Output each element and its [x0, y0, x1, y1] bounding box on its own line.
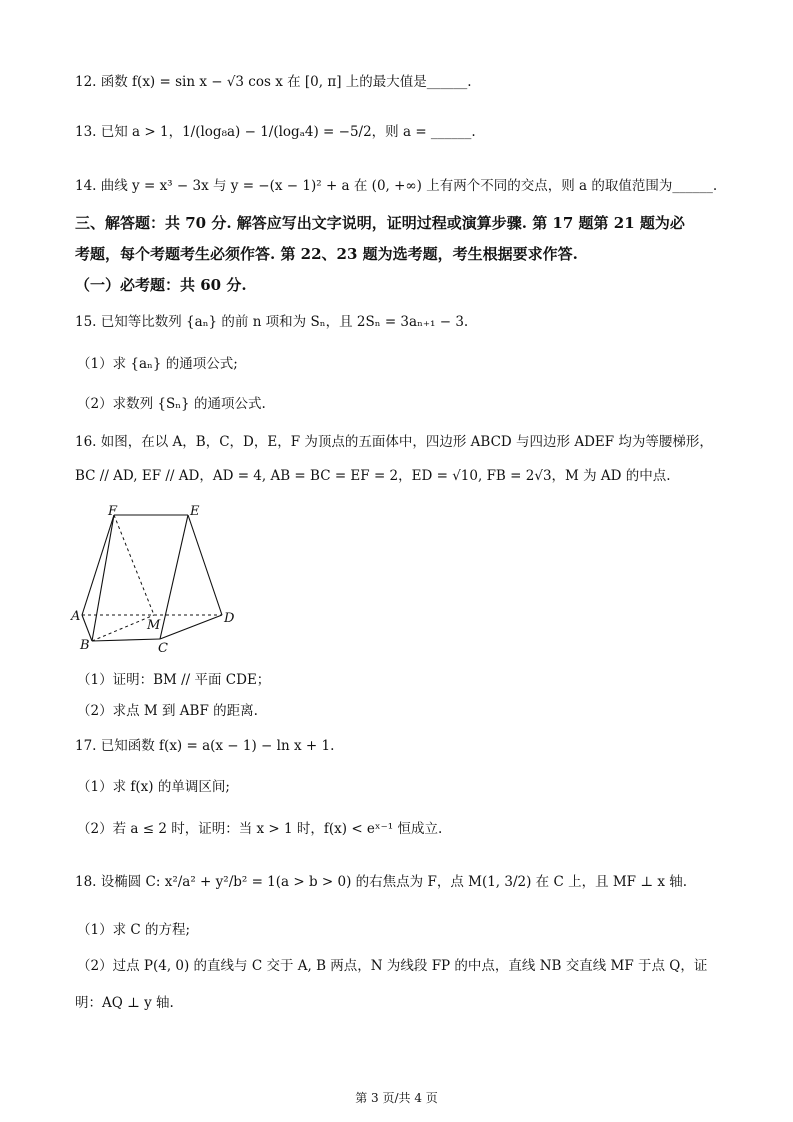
edge-CD — [160, 615, 222, 639]
question-15-part-1: （1）求 {aₙ} 的通项公式; — [77, 356, 238, 372]
label-D: D — [224, 611, 235, 626]
edge-FA — [82, 515, 114, 615]
question-13: 13. 已知 a > 1，1/(log₈a) − 1/(logₐ4) = −5/2，则 a = ______. — [75, 124, 476, 140]
edge-EC — [160, 515, 188, 639]
question-17: 17. 已知函数 f(x) = a(x − 1) − ln x + 1. — [75, 738, 335, 754]
question-18: 18. 设椭圆 C: x²/a² + y²/b² = 1(a > b > 0) 的右焦点为 F，点 M(1, 3/2) 在 C 上，且 MF ⊥ x 轴. — [75, 874, 688, 890]
hidden-edge-BM — [92, 615, 154, 641]
question-18-part-2-line-1: （2）过点 P(4, 0) 的直线与 C 交于 A, B 两点，N 为线段 FP 的中点，直线 NB 交直线 MF 于点 Q，证 — [77, 958, 708, 974]
edge-ED — [188, 515, 222, 615]
label-B: B — [80, 638, 90, 653]
question-16-part-1: （1）证明：BM // 平面 CDE； — [77, 672, 271, 688]
label-M: M — [147, 618, 161, 633]
section-heading-line-2: 考题，每个考题考生必须作答. 第 22、23 题为选考题，考生根据要求作答. — [75, 245, 578, 263]
question-12: 12. 函数 f(x) = sin x − √3 cos x 在 [0, π] 上的最大值是______. — [75, 74, 472, 90]
edge-FB — [92, 515, 114, 641]
question-16-part-2: （2）求点 M 到 ABF 的距离. — [77, 703, 258, 719]
label-F: F — [108, 504, 118, 519]
question-15-part-2: （2）求数列 {Sₙ} 的通项公式. — [77, 396, 266, 412]
edge-BC — [92, 639, 160, 641]
question-17-part-2: （2）若 a ≤ 2 时，证明：当 x > 1 时，f(x) < eˣ⁻¹ 恒成立. — [77, 821, 443, 837]
question-16-line-2: BC // AD, EF // AD，AD = 4, AB = BC = EF = 2，ED = √10, FB = 2√3，M 为 AD 的中点. — [75, 468, 671, 484]
label-E: E — [190, 504, 200, 519]
label-A: A — [71, 609, 81, 624]
question-17-part-1: （1）求 f(x) 的单调区间; — [77, 779, 230, 795]
question-18-part-1: （1）求 C 的方程; — [77, 922, 191, 938]
page-footer: 第 3 页/共 4 页 — [355, 1091, 438, 1105]
question-18-part-2-line-2: 明：AQ ⊥ y 轴. — [75, 995, 174, 1011]
section-heading-line-1: 三、解答题：共 70 分. 解答应写出文字说明，证明过程或演算步骤. 第 17 题第 21 题为必 — [75, 214, 685, 232]
question-15: 15. 已知等比数列 {aₙ} 的前 n 项和为 Sₙ，且 2Sₙ = 3aₙ₊₁ − 3. — [75, 314, 469, 330]
subsection-heading: （一）必考题：共 60 分. — [75, 276, 247, 294]
question-14: 14. 曲线 y = x³ − 3x 与 y = −(x − 1)² + a 在 (0, +∞) 上有两个不同的交点，则 a 的取值范围为______. — [75, 178, 718, 194]
hidden-edge-FM — [114, 515, 154, 615]
label-C: C — [158, 641, 168, 653]
question-16-line-1: 16. 如图，在以 A，B，C，D，E，F 为顶点的五面体中，四边形 ABCD 与四边形 ADEF 均为等腰梯形， — [75, 434, 713, 450]
pentahedron-figure — [70, 503, 245, 653]
